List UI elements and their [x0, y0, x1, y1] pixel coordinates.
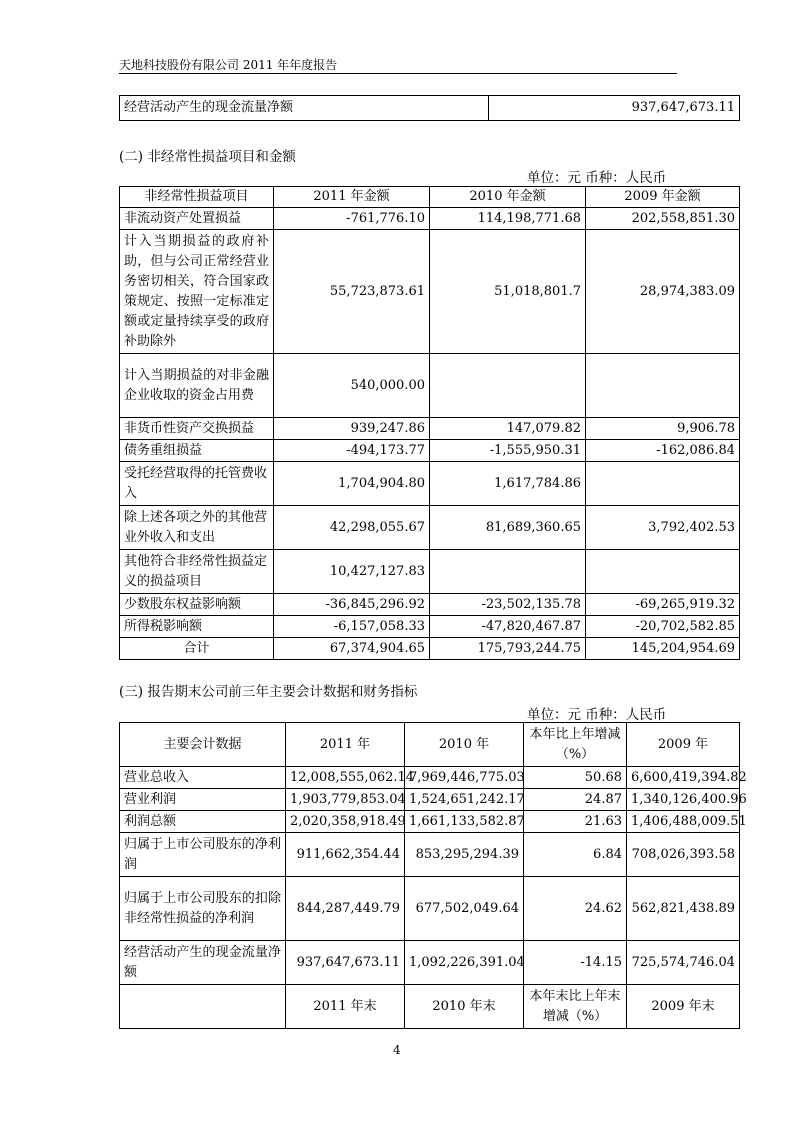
- cell-2010: -23,502,135.78: [430, 594, 586, 616]
- table-header-row: [120, 723, 740, 767]
- column-header: 2010 年: [405, 723, 524, 767]
- cell-change: 24.62: [524, 877, 627, 941]
- cell-2011: -494,173.77: [274, 440, 430, 462]
- row-label: 其他符合非经常性损益定义的损益项目: [120, 550, 274, 594]
- cell-2010: 677,502,049.64: [405, 877, 524, 941]
- column-header: 2009 年: [627, 723, 740, 767]
- cell-2009: 562,821,438.89: [627, 877, 740, 941]
- cell-2010: 175,793,244.75: [430, 638, 586, 660]
- column-header: 2010 年金额: [430, 187, 586, 208]
- column-header: 2009 年金额: [586, 187, 740, 208]
- cashflow-value: 937,647,673.11: [489, 96, 740, 121]
- table-row: [120, 833, 740, 877]
- table-row: [120, 789, 740, 811]
- cell-2010: 114,198,771.68: [430, 208, 586, 230]
- footer-header-blank: [120, 985, 286, 1029]
- row-label: 受托经营取得的托管费收入: [120, 462, 274, 506]
- cell-2010: 853,295,294.39: [405, 833, 524, 877]
- row-label: 归属于上市公司股东的净利润: [120, 833, 286, 877]
- table-row: [120, 506, 740, 550]
- cell-2009: [586, 550, 740, 594]
- non-recurring-table: [119, 186, 740, 660]
- report-header: 天地科技股份有限公司 2011 年年度报告: [119, 58, 338, 72]
- cell-2010: 81,689,360.65: [430, 506, 586, 550]
- cell-2010: [430, 354, 586, 418]
- cell-2010: [430, 550, 586, 594]
- cell-2011: 55,723,873.61: [274, 230, 430, 354]
- cell-2011: 911,662,354.44: [286, 833, 405, 877]
- cell-2009: 6,600,419,394.82: [627, 767, 740, 789]
- section3-unit: 单位：元 币种：人民币: [527, 707, 667, 723]
- cell-2011: 540,000.00: [274, 354, 430, 418]
- column-header: 2009 年末: [627, 985, 740, 1029]
- cell-2011: -36,845,296.92: [274, 594, 430, 616]
- table-row: [120, 616, 740, 638]
- cell-2009: -69,265,919.32: [586, 594, 740, 616]
- cell-change: 24.87: [524, 789, 627, 811]
- cell-2011: 937,647,673.11: [286, 941, 405, 985]
- table-row: [120, 208, 740, 230]
- cell-2009: [586, 354, 740, 418]
- row-label: 合计: [120, 638, 274, 660]
- row-label: 营业利润: [120, 789, 286, 811]
- row-label: 营业总收入: [120, 767, 286, 789]
- row-label: 经营活动产生的现金流量净额: [120, 941, 286, 985]
- table-row: [120, 877, 740, 941]
- column-header: 主要会计数据: [120, 723, 286, 767]
- row-label: 所得税影响额: [120, 616, 274, 638]
- cell-2011: 1,704,904.80: [274, 462, 430, 506]
- section2-unit: 单位：元 币种：人民币: [527, 170, 667, 186]
- row-label: 归属于上市公司股东的扣除非经常性损益的净利润: [120, 877, 286, 941]
- table-row: [120, 230, 740, 354]
- section2-title: (二) 非经常性损益项目和金额: [119, 149, 296, 165]
- section3-title: (三) 报告期末公司前三年主要会计数据和财务指标: [119, 684, 418, 700]
- cell-change: 21.63: [524, 811, 627, 833]
- column-header: 2011 年金额: [274, 187, 430, 208]
- cell-2011: -6,157,058.33: [274, 616, 430, 638]
- cell-2009: 3,792,402.53: [586, 506, 740, 550]
- cell-2009: 9,906.78: [586, 418, 740, 440]
- cashflow-label: 经营活动产生的现金流量净额: [120, 96, 489, 121]
- row-label: 非流动资产处置损益: [120, 208, 274, 230]
- cell-2011: 12,008,555,062.14: [286, 767, 405, 789]
- cell-2009: -162,086.84: [586, 440, 740, 462]
- cell-2010: 7,969,446,775.03: [405, 767, 524, 789]
- row-label: 债务重组损益: [120, 440, 274, 462]
- row-label: 利润总额: [120, 811, 286, 833]
- cell-2009: 725,574,746.04: [627, 941, 740, 985]
- cell-2011: 1,903,779,853.04: [286, 789, 405, 811]
- table-row: [120, 462, 740, 506]
- table-footer-header-row: [120, 985, 740, 1029]
- page-number: 4: [393, 1043, 401, 1057]
- cell-2011: -761,776.10: [274, 208, 430, 230]
- row-label: 计入当期损益的政府补助，但与公司正常经营业务密切相关，符合国家政策规定、按照一定标准定额或定量持续享受的政府补助除外: [120, 230, 274, 354]
- column-header: 2011 年末: [286, 985, 405, 1029]
- column-header: 2011 年: [286, 723, 405, 767]
- cell-2009: 145,204,954.69: [586, 638, 740, 660]
- table-row: [120, 440, 740, 462]
- table-row: [120, 354, 740, 418]
- cell-2011: 2,020,358,918.49: [286, 811, 405, 833]
- column-header: 2010 年末: [405, 985, 524, 1029]
- cell-change: 6.84: [524, 833, 627, 877]
- table-row: [120, 767, 740, 789]
- row-label: 非货币性资产交换损益: [120, 418, 274, 440]
- column-header: 本年比上年增减（%）: [524, 723, 627, 767]
- cell-2009: 708,026,393.58: [627, 833, 740, 877]
- cell-2009: 28,974,383.09: [586, 230, 740, 354]
- cell-2011: 844,287,449.79: [286, 877, 405, 941]
- cell-2010: 51,018,801.7: [430, 230, 586, 354]
- cell-2010: -1,555,950.31: [430, 440, 586, 462]
- cell-2010: 1,617,784.86: [430, 462, 586, 506]
- header-rule: [119, 73, 677, 74]
- table-row: [120, 550, 740, 594]
- table-row: [120, 418, 740, 440]
- table-row: [120, 811, 740, 833]
- cell-2009: 1,406,488,009.51: [627, 811, 740, 833]
- cell-2010: 1,524,651,242.17: [405, 789, 524, 811]
- table-total-row: [120, 638, 740, 660]
- cell-2010: 147,079.82: [430, 418, 586, 440]
- table-row: [120, 941, 740, 985]
- row-label: 计入当期损益的对非金融企业收取的资金占用费: [120, 354, 274, 418]
- cell-2009: [586, 462, 740, 506]
- key-financials-table: [119, 722, 747, 1029]
- cell-2011: 939,247.86: [274, 418, 430, 440]
- cell-2009: 202,558,851.30: [586, 208, 740, 230]
- cell-2011: 10,427,127.83: [274, 550, 430, 594]
- cell-2009: -20,702,582.85: [586, 616, 740, 638]
- cell-change: -14.15: [524, 941, 627, 985]
- cashflow-table: [119, 95, 740, 121]
- table-row: [120, 96, 740, 121]
- cell-2010: -47,820,467.87: [430, 616, 586, 638]
- row-label: 除上述各项之外的其他营业外收入和支出: [120, 506, 274, 550]
- column-header: 非经常性损益项目: [120, 187, 274, 208]
- cell-2010: 1,092,226,391.04: [405, 941, 524, 985]
- table-header-row: [120, 187, 740, 208]
- table-row: [120, 594, 740, 616]
- row-label: 少数股东权益影响额: [120, 594, 274, 616]
- cell-2011: 67,374,904.65: [274, 638, 430, 660]
- cell-change: 50.68: [524, 767, 627, 789]
- cell-2010: 1,661,133,582.87: [405, 811, 524, 833]
- cell-2011: 42,298,055.67: [274, 506, 430, 550]
- column-header: 本年末比上年末增减（%）: [524, 985, 627, 1029]
- cell-2009: 1,340,126,400.96: [627, 789, 740, 811]
